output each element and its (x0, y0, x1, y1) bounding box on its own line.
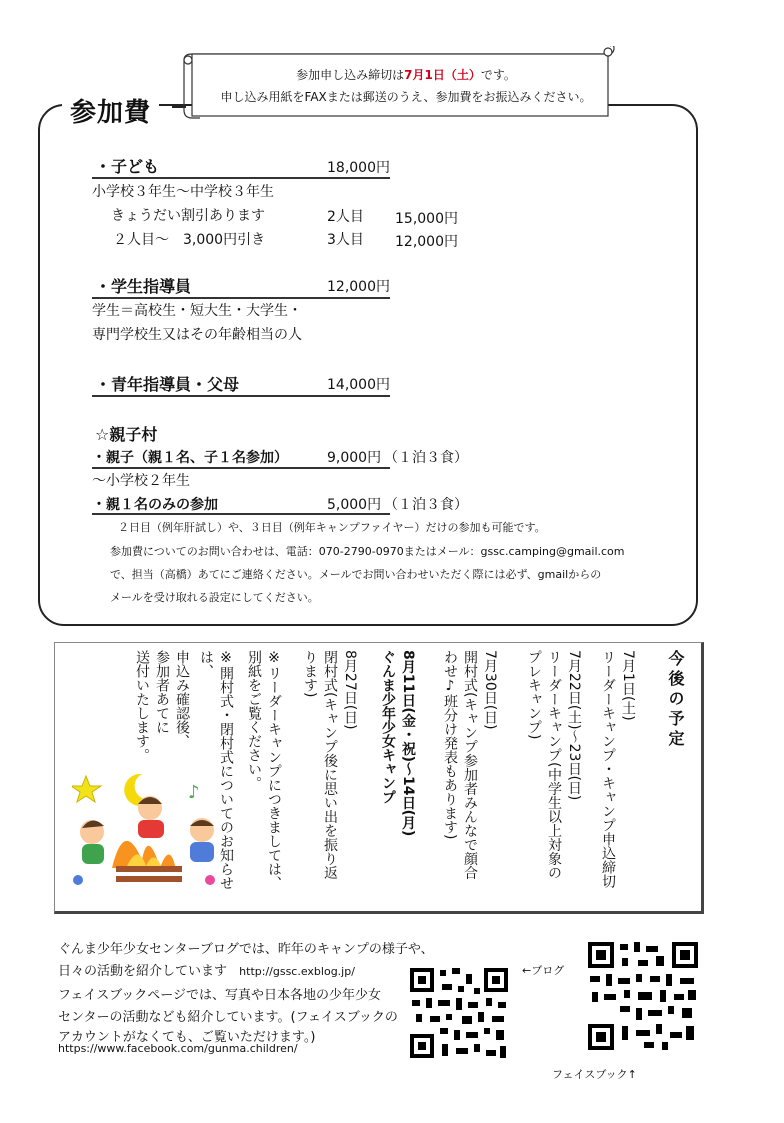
single-price: 5,000円 (327, 497, 382, 513)
pair-price: 9,000円 (327, 450, 382, 466)
youth-price: 14,000円 (327, 377, 390, 393)
schedule-title: 今後の予定 (666, 650, 685, 750)
deadline-suffix: です。 (480, 68, 516, 82)
divider (92, 467, 390, 469)
scroll-banner (178, 46, 616, 120)
family-title: ☆親子村 (95, 425, 158, 444)
divider (92, 177, 390, 179)
student-desc-1: 学生＝高校生・短大生・大学生・ (92, 303, 302, 319)
music-note-icon: ♪ (188, 782, 200, 803)
child-desc: 小学校３年生～中学校３年生 (92, 184, 274, 200)
third-child-price: 12,000円 (395, 234, 458, 250)
deadline-line-2: 申し込み用紙をFAXまたは郵送のうえ、参加費をお振込みください。 (220, 90, 592, 104)
blog-qr-code[interactable] (408, 966, 510, 1060)
youth-label: ・青年指導員・父母 (95, 375, 240, 394)
facebook-qr-code[interactable] (586, 940, 700, 1052)
fb-line-2: センターの活動なども紹介しています。(フェイスブックの (58, 1010, 398, 1025)
pair-note: （１泊３食） (384, 450, 468, 466)
student-label: ・学生指導員 (95, 277, 192, 296)
note-line: で、担当（高橋）あてにご連絡ください。メールでお問い合わせいただく際には必ず、gmailからの (110, 568, 602, 581)
fee-title: 参加費 (62, 92, 159, 129)
blog-qr-label: ←ブログ (522, 964, 565, 977)
campfire-illustration (72, 768, 222, 896)
note-line: ２日目（例年肝試し）や、３日目（例年キャンプファイヤー）だけの参加も可能です。 (118, 521, 546, 534)
deadline-line-1 (186, 66, 626, 83)
fb-line-1: フェイスブックページでは、写真や日本各地の少年少女 (58, 988, 382, 1003)
pair-desc: ～小学校２年生 (92, 473, 190, 489)
schedule-item: 8月11日(金・祝)～14日(月) ぐんま少年少女キャンプ (380, 650, 416, 837)
divider (92, 395, 390, 397)
child-label: ・子ども (95, 157, 160, 176)
student-desc-2: 専門学校生又はその年齢相当の人 (92, 327, 302, 343)
discount-rule: ２人目～ 3,000円引き (113, 232, 266, 248)
schedule-note: ※開村式・閉村式についてのお知らせ は、 (198, 650, 234, 890)
sibling-discount: きょうだい割引あります (111, 208, 265, 224)
student-price: 12,000円 (327, 279, 390, 295)
single-note: （１泊３食） (384, 497, 468, 513)
deadline-prefix: 参加申し込み締切は (296, 68, 405, 82)
pair-label: ・親子（親１名、子１名参加） (92, 450, 288, 466)
blog-line-1: ぐんま少年少女センターブログでは、昨年のキャンプの様子や、 (58, 942, 434, 957)
star-icon (72, 776, 101, 802)
divider (92, 513, 390, 515)
schedule-note: ※リーダーキャンプにつきましては、 別紙をご覧ください。 (246, 650, 282, 890)
divider (92, 297, 390, 299)
schedule-note: 申込み確認後、 参加者あてに 送付いたします。 (134, 650, 190, 762)
note-line: 参加費についてのお問い合わせは、電話：070-2790-0970またはメール：gssc.camping@gmail.com (110, 545, 625, 558)
schedule-item: 8月27日(日) 閉村式(キャンプ後に思い出を振り返 ります) (302, 650, 358, 880)
third-child-label: 3人目 (327, 232, 364, 248)
deadline-date: 7月1日（土） (404, 68, 481, 82)
blog-line-2 (58, 960, 355, 979)
child-price: 18,000円 (327, 160, 390, 176)
schedule-item: 7月30日(日) 開村式(キャンプ参加者みんなで顔合 わせ♪班分け発表もあります) (442, 650, 498, 880)
schedule-item: 7月22日(土)～23日(日) リーダーキャンプ(中学生以上対象の プレキャンプ) (526, 650, 582, 880)
fb-line-3: アカウントがなくても、ご覧いただけます。) (58, 1030, 316, 1045)
second-child-label: 2人目 (327, 209, 364, 225)
blog-text: 日々の活動を紹介しています (58, 964, 228, 979)
second-child-price: 15,000円 (395, 211, 458, 227)
fb-url-link[interactable]: https://www.facebook.com/gunma.children/ (58, 1042, 298, 1055)
single-label: ・親１名のみの参加 (92, 497, 218, 513)
facebook-qr-label: フェイスブック↑ (552, 1068, 637, 1081)
note-line: メールを受け取れる設定にしてください。 (110, 591, 319, 604)
schedule-item: 7月1日(土) リーダーキャンプ・キャンプ申込締切 (600, 650, 636, 888)
blog-url-link[interactable]: http://gssc.exblog.jp/ (239, 965, 355, 978)
